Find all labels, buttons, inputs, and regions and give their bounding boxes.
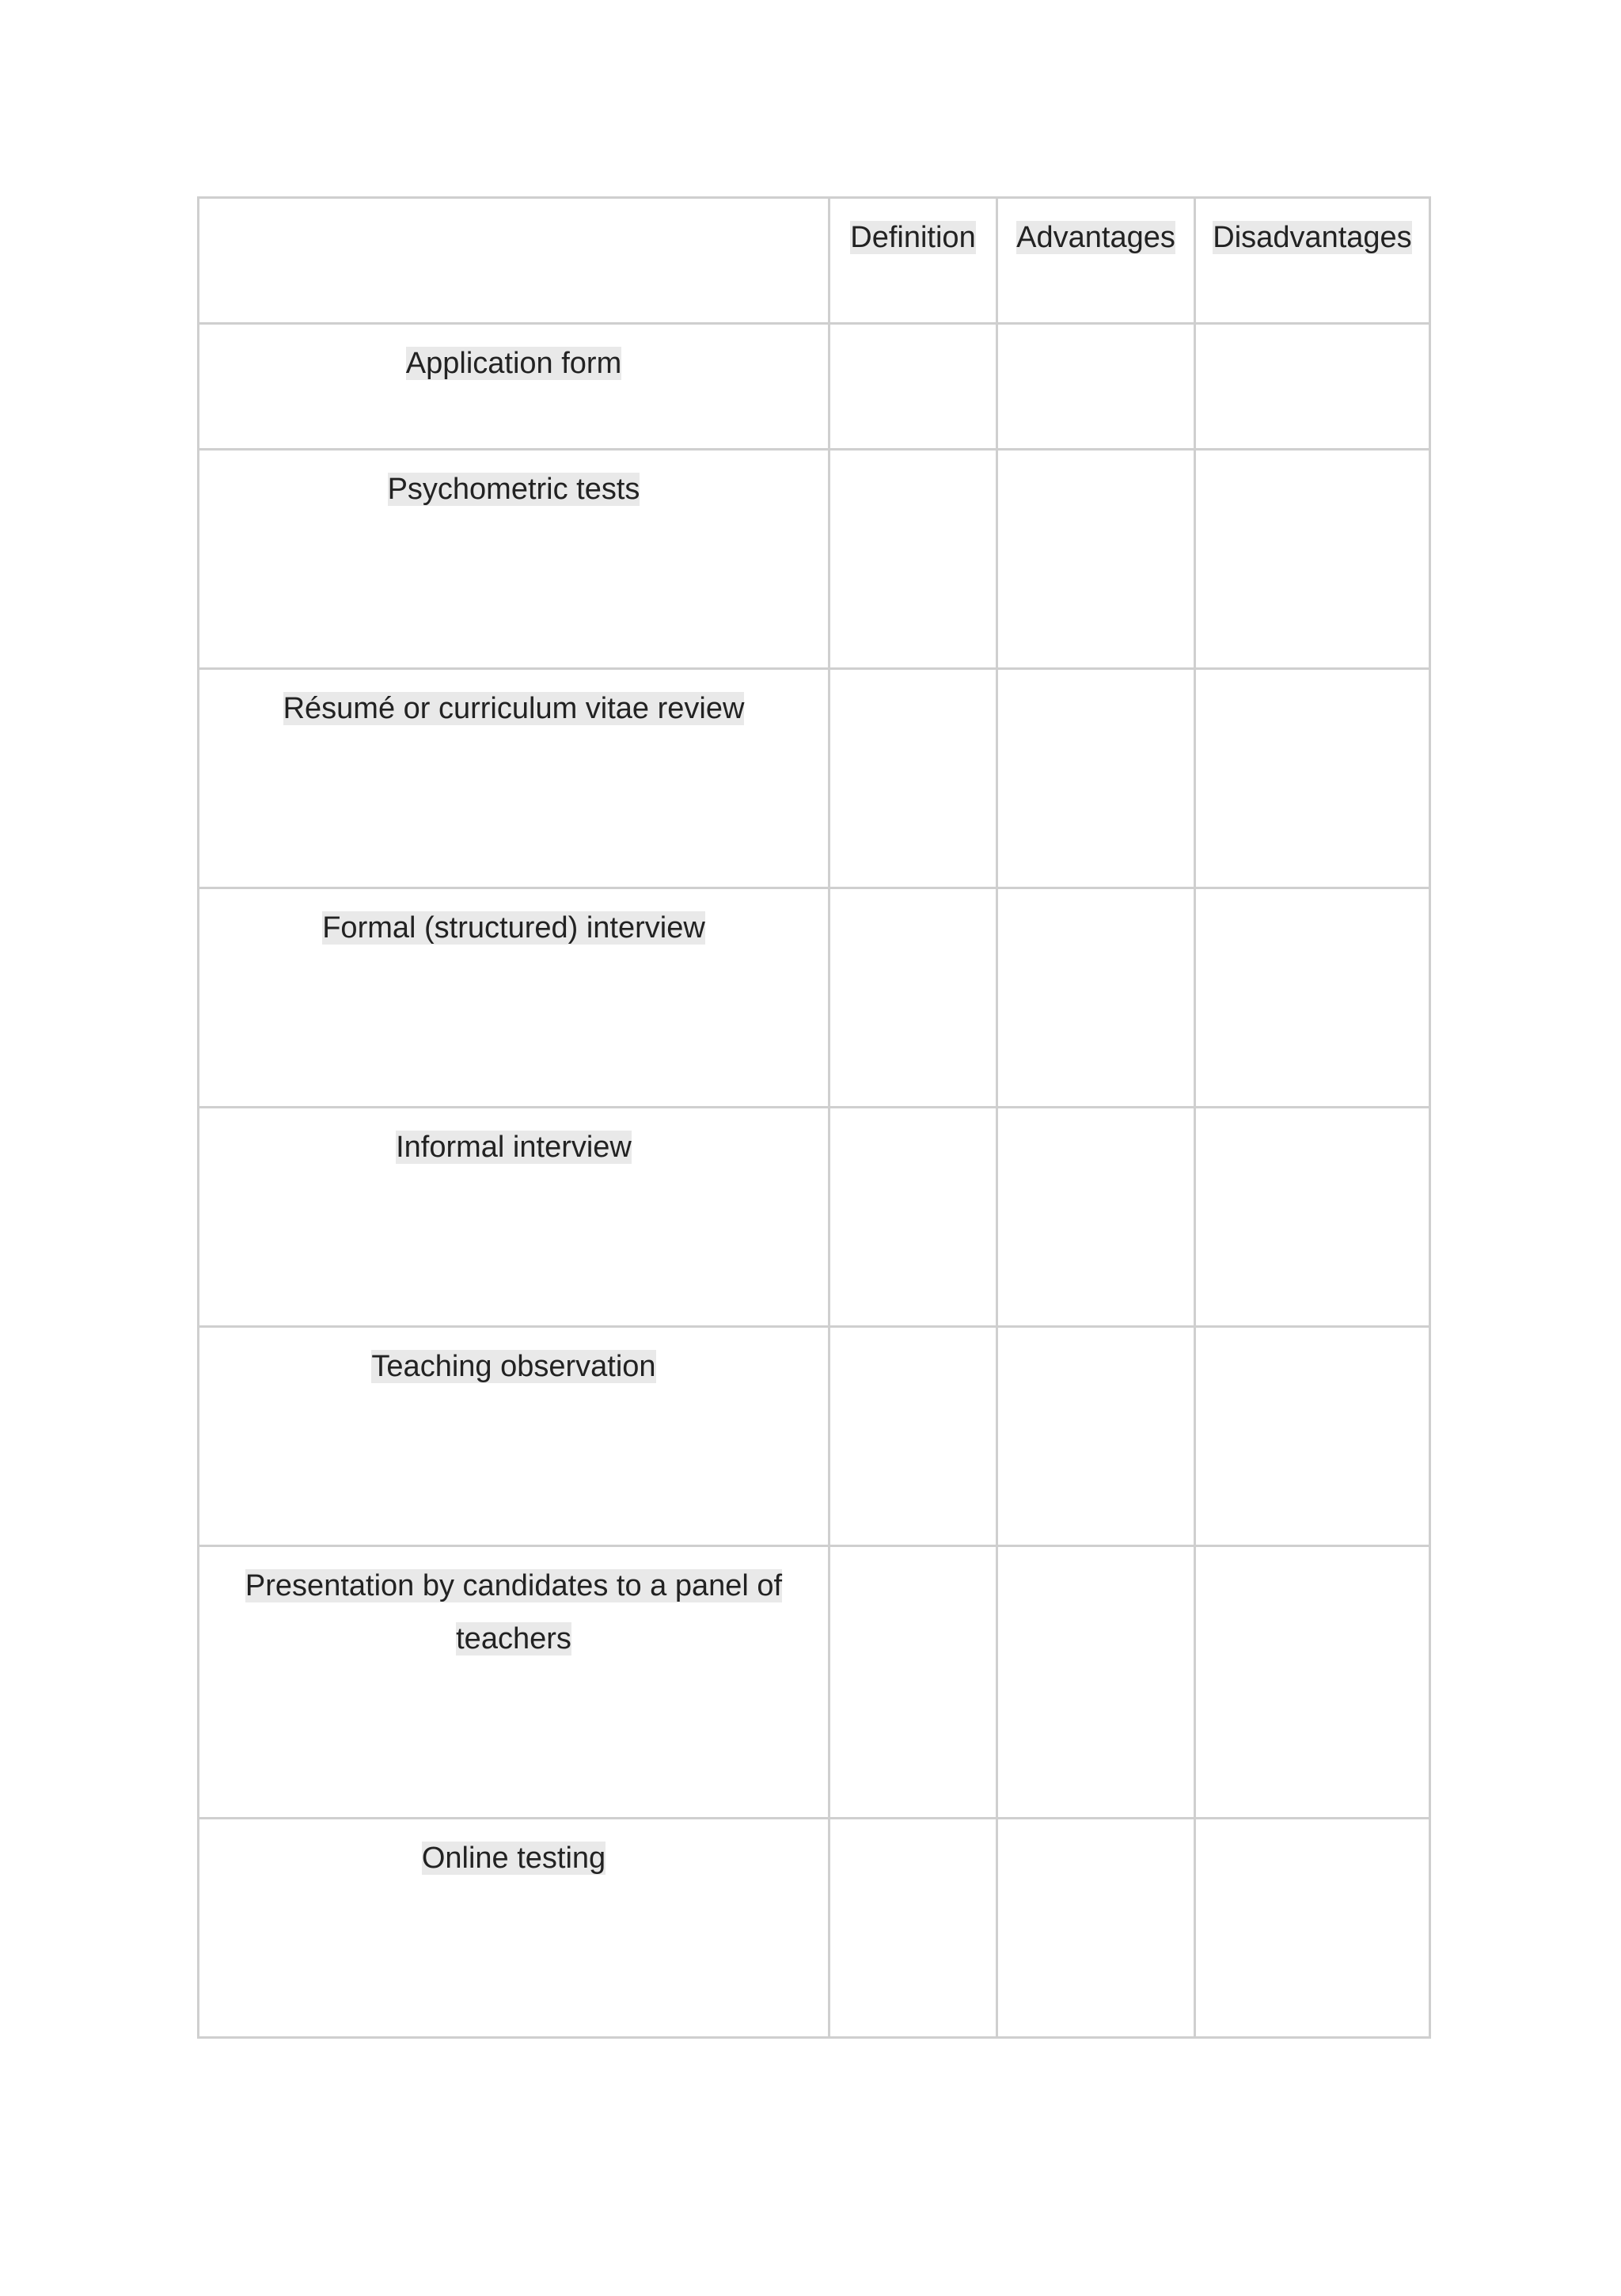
disadvantages-cell: [1195, 888, 1430, 1108]
disadvantages-cell: [1195, 1327, 1430, 1546]
corner-cell: [199, 198, 829, 324]
table-row: [199, 1819, 1430, 2038]
disadvantages-cell: [1195, 324, 1430, 450]
row-label: Presentation by candidates to a panel of teachers: [199, 1546, 829, 1819]
table-row: [199, 669, 1430, 888]
table-row: [199, 888, 1430, 1108]
disadvantages-cell: [1195, 1546, 1430, 1819]
definition-cell: [829, 1327, 997, 1546]
table-row: [199, 450, 1430, 669]
table-row: [199, 1546, 1430, 1819]
advantages-cell: [997, 324, 1195, 450]
definition-cell: [829, 669, 997, 888]
advantages-cell: [997, 888, 1195, 1108]
row-label: Formal (structured) interview: [199, 888, 829, 1108]
advantages-cell: [997, 1108, 1195, 1327]
definition-cell: [829, 1108, 997, 1327]
advantages-cell: [997, 669, 1195, 888]
table-row: [199, 1108, 1430, 1327]
header-advantages: Advantages: [997, 198, 1195, 324]
definition-cell: [829, 324, 997, 450]
table-row: [199, 324, 1430, 450]
row-label: Online testing: [199, 1819, 829, 2038]
disadvantages-cell: [1195, 1108, 1430, 1327]
header-row: [199, 198, 1430, 324]
advantages-cell: [997, 1327, 1195, 1546]
row-label: Psychometric tests: [199, 450, 829, 669]
row-label: Informal interview: [199, 1108, 829, 1327]
header-disadvantages: Disadvantages: [1195, 198, 1430, 324]
selection-methods-table: [197, 196, 1431, 2039]
row-label: Teaching observation: [199, 1327, 829, 1546]
row-label: Application form: [199, 324, 829, 450]
header-definition: Definition: [829, 198, 997, 324]
disadvantages-cell: [1195, 669, 1430, 888]
advantages-cell: [997, 450, 1195, 669]
disadvantages-cell: [1195, 1819, 1430, 2038]
definition-cell: [829, 450, 997, 669]
row-label: Résumé or curriculum vitae review: [199, 669, 829, 888]
table-row: [199, 1327, 1430, 1546]
disadvantages-cell: [1195, 450, 1430, 669]
advantages-cell: [997, 1819, 1195, 2038]
advantages-cell: [997, 1546, 1195, 1819]
definition-cell: [829, 1819, 997, 2038]
definition-cell: [829, 1546, 997, 1819]
definition-cell: [829, 888, 997, 1108]
